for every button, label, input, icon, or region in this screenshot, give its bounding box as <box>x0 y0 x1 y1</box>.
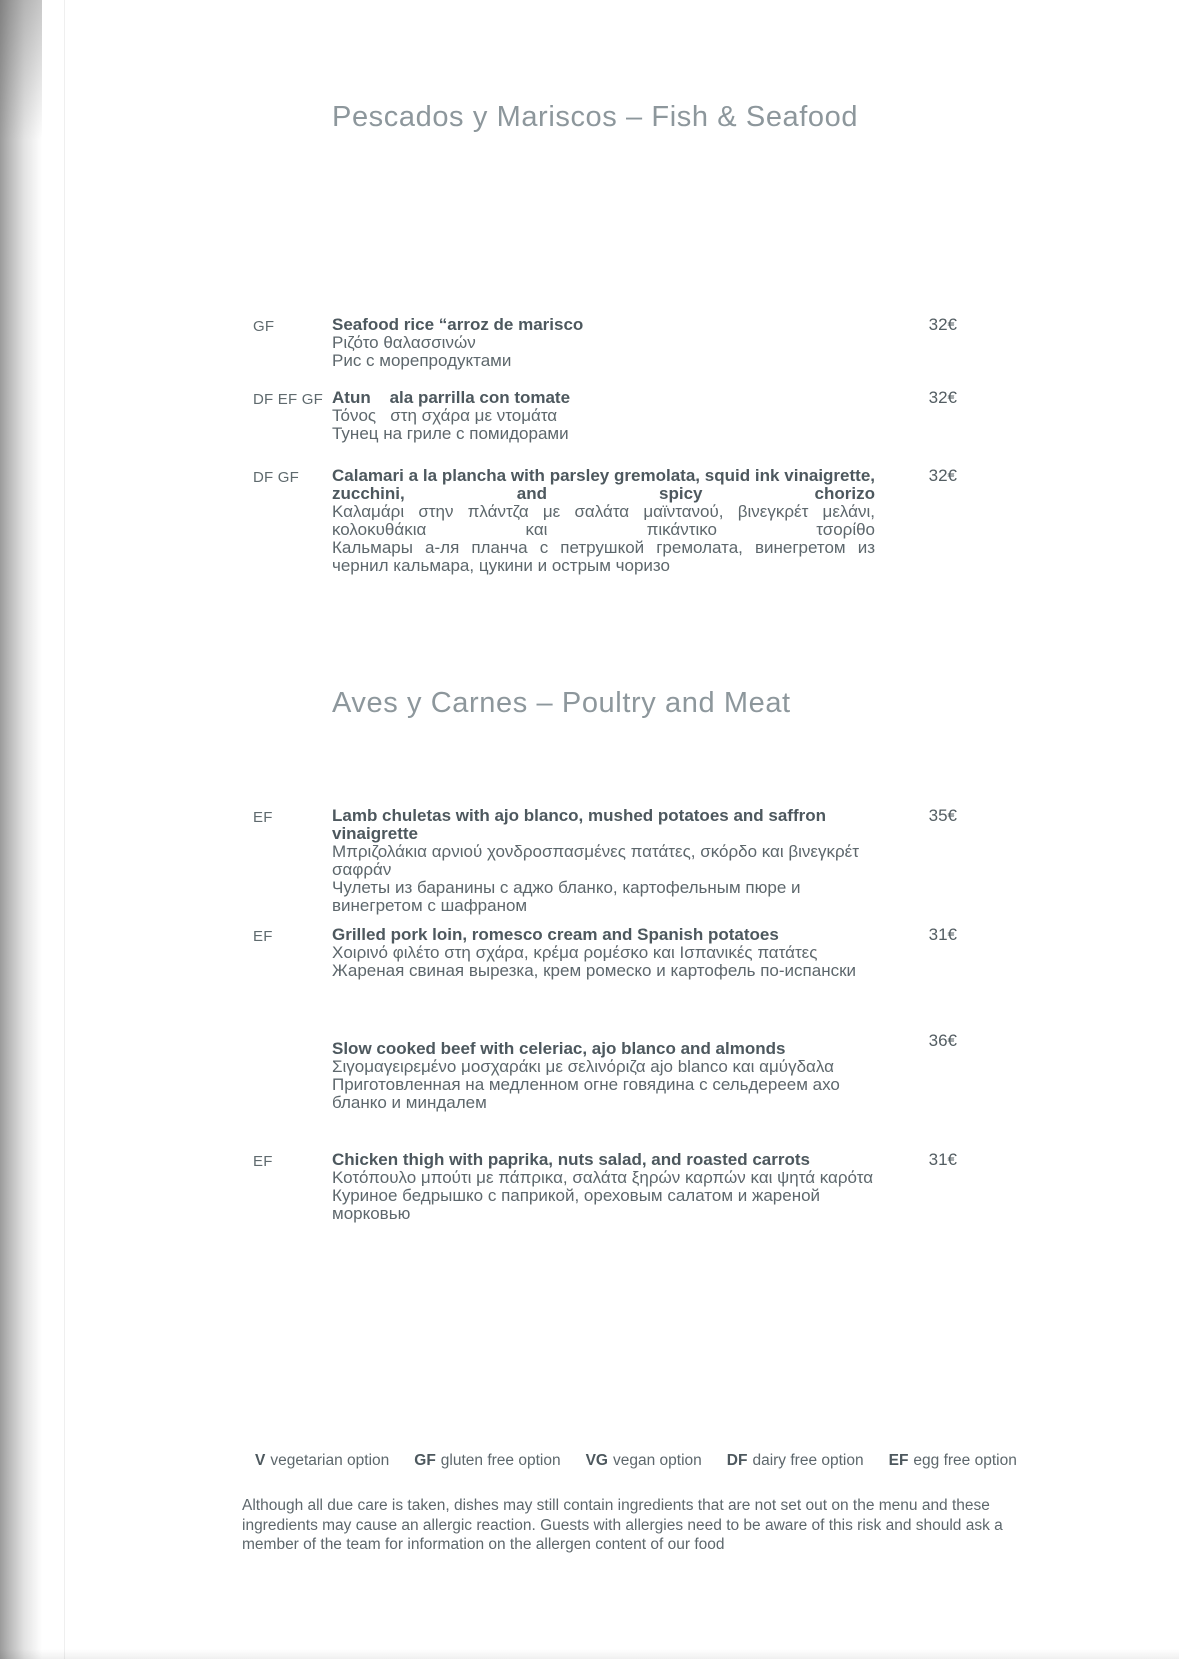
dish-price: 31€ <box>928 925 957 944</box>
legend-code: EF <box>888 1452 909 1469</box>
page-bottom-shadow <box>0 1649 1179 1659</box>
menu-item-chicken-thigh <box>253 1151 957 1223</box>
menu-item-seafood-rice <box>253 316 957 370</box>
dish-name-russian: Кальмары а-ля планча с петрушкой гремолата, винегретом из чернил кальмара, цукини и острым чоризо <box>332 538 875 575</box>
menu-item-slow-cooked-beef <box>253 1031 957 1112</box>
legend-code: V <box>255 1452 266 1469</box>
dish-price: 36€ <box>928 1031 957 1050</box>
dish-name-russian: Приготовленная на медленном огне говядина с сельдереем ахо бланко и миндалем <box>332 1075 845 1112</box>
dietary-legend <box>255 1452 1055 1470</box>
dish-name-russian: Жареная свиная вырезка, крем ромеско и картофель по-испански <box>332 961 857 980</box>
dish-text <box>332 389 875 443</box>
page-edge-shadow <box>0 0 42 1659</box>
dish-name-russian: Куриное бедрышко с паприкой, ореховым салатом и жареной морковью <box>332 1186 825 1223</box>
dish-price: 32€ <box>928 315 957 334</box>
legend-code: GF <box>414 1452 436 1469</box>
dietary-codes: EF <box>253 1153 273 1170</box>
dietary-codes: DF EF GF <box>253 391 323 408</box>
menu-item-lamb-chuletas <box>253 807 957 915</box>
dish-text <box>332 1151 875 1223</box>
dish-name: Seafood rice “arroz de marisco <box>332 315 584 334</box>
menu-item-atun <box>253 389 957 443</box>
dietary-codes: EF <box>253 809 273 826</box>
dish-name-russian: Тунец на гриле с помидорами <box>332 424 569 443</box>
dish-price: 32€ <box>928 388 957 407</box>
dietary-codes <box>253 1040 332 1042</box>
legend-gluten-free <box>414 1452 560 1470</box>
page-fold-line <box>64 0 65 1659</box>
menu-item-pork-loin <box>253 926 957 980</box>
dish-name: Atun ala parrilla con tomate <box>332 388 571 407</box>
legend-vegetarian <box>255 1452 389 1470</box>
dietary-codes: DF GF <box>253 469 299 486</box>
legend-code: DF <box>726 1452 748 1469</box>
menu-item-calamari <box>253 467 957 575</box>
dish-price: 31€ <box>928 1150 957 1169</box>
dish-text <box>332 926 875 980</box>
dish-text <box>332 1040 875 1112</box>
dish-name: Slow cooked beef with celeriac, ajo blanco and almonds <box>332 1039 786 1058</box>
dish-name-greek: Τόνος στη σχάρα με ντομάτα <box>332 406 558 425</box>
dish-text <box>332 807 875 915</box>
dietary-codes: EF <box>253 928 273 945</box>
dish-name-greek: Χοιρινό φιλέτο στη σχάρα, κρέμα ρομέσκο και Ισπανικές πατάτες <box>332 943 818 962</box>
section-title-poultry-meat: Aves y Carnes – Poultry and Meat <box>332 687 791 719</box>
legend-label: egg free option <box>913 1452 1017 1469</box>
dietary-codes: GF <box>253 318 275 335</box>
dish-name-greek: Καλαμάρι στην πλάντζα με σαλάτα μαϊντανού, βινεγκρέτ μελάνι, κολοκυθάκια και πικάντικο τσορίθο <box>332 502 875 539</box>
dish-name: Chicken thigh with paprika, nuts salad, and roasted carrots <box>332 1150 810 1169</box>
legend-code: VG <box>585 1452 608 1469</box>
legend-label: vegetarian option <box>270 1452 390 1469</box>
legend-label: vegan option <box>613 1452 702 1469</box>
legend-label: dairy free option <box>752 1452 864 1469</box>
dish-name: Lamb chuletas with ajo blanco, mushed potatoes and saffron vinaigrette <box>332 806 831 843</box>
legend-vegan <box>586 1452 702 1470</box>
dish-name: Calamari a la plancha with parsley gremolata, squid ink vinaigrette, zucchini, and spicy chorizo <box>332 466 875 503</box>
legend-egg-free <box>889 1452 1017 1470</box>
dish-price: 32€ <box>928 466 957 485</box>
dish-name-greek: Κοτόπουλο μπούτι με πάπρικα, σαλάτα ξηρών καρπών και ψητά καρότα <box>332 1168 874 1187</box>
dish-text <box>332 467 875 575</box>
dish-name: Grilled pork loin, romesco cream and Spanish potatoes <box>332 925 779 944</box>
allergen-disclaimer: Although all due care is taken, dishes may still contain ingredients that are not set out on the menu and these ingredients may cause an allergic reaction. Guests with allergies need to be aware of this risk and should ask a member of the team for information on the allergen content of our food <box>242 1497 1003 1553</box>
dish-name-greek: Σιγομαγειρεμένο μοσχαράκι με σελινόριζα ajo blanco και αμύγδαλα <box>332 1057 834 1076</box>
dish-price: 35€ <box>928 806 957 825</box>
section-title-fish-seafood: Pescados y Mariscos – Fish & Seafood <box>332 101 859 133</box>
legend-label: gluten free option <box>440 1452 561 1469</box>
dish-name-greek: Ριζότο θαλασσινών <box>332 333 476 352</box>
dish-name-russian: Рис с морепродуктами <box>332 351 512 370</box>
legend-dairy-free <box>727 1452 864 1470</box>
dish-name-greek: Μπριζολάκια αρνιού χονδροσπασμένες πατάτες, σκόρδο και βινεγκρέτ σαφράν <box>332 842 864 879</box>
dish-name-russian: Чулеты из баранины с аджо бланко, картофельным пюре и винегретом с шафраном <box>332 878 806 915</box>
dish-text <box>332 316 875 370</box>
